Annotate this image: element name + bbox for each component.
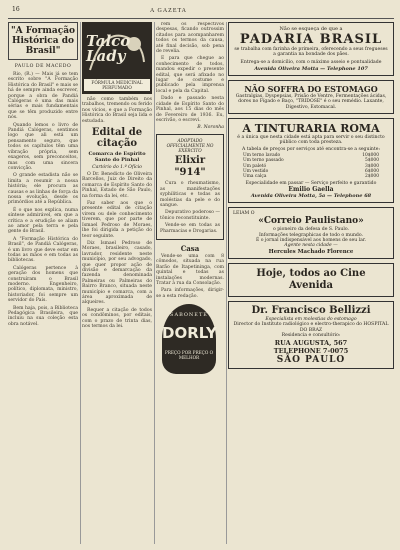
edital-paragraph: Dado e passado nesta cidade de Espírito Santo do Pinhal, aos 15 dias do mês de Fevereiro de 1936. Eu, escrivão, o escrevi.: [156, 96, 224, 123]
elixir-line: Depurativo poderoso — tônico reconstituinte.: [160, 210, 220, 221]
casa-title: Casa: [180, 243, 200, 253]
padaria-title: PADARIA BRASIL: [239, 32, 383, 47]
edital-paragraph: O Dr. Benedicto de Oliveira Barcellos, Juiz de Direito da comarca de Espírito Santo do Pinhal, Estado de São Paulo, na forma da lei, etc.: [82, 172, 152, 199]
article-body: [8, 72, 78, 327]
article-formacao-historica: [8, 22, 78, 544]
padaria-address: Avenida Oliveira Motta — Telephone 107: [254, 65, 368, 72]
price-value: 5$000: [365, 158, 379, 164]
doctor-line: Especialista em molestias do estomago: [265, 316, 357, 322]
column-divider: [226, 22, 227, 544]
elixir-914-ad: [156, 134, 224, 240]
correio-agent: Hercules Machado Florence: [268, 248, 354, 255]
column-4-ads: [228, 22, 394, 544]
doctor-line: Director do Instituto radiológico e electro-therapico do HOSPITAL DO BRAZ: [233, 322, 389, 333]
column-2: [82, 22, 152, 544]
edital-paragraph: rem os respectivos despesas, ficando outrossim citados para acompanharem todos os termos da causa, até final decisão, sob pena de revelia.: [156, 22, 224, 55]
article-paragraph: Calógeras pertence à geração dos homens que construíram o Brasil moderno. Engenheiro, político, diplomata, ministro, historiador, foi sempre um servidor do País.: [8, 265, 78, 304]
talco-lady-ad: [82, 22, 152, 94]
elixir-line: Vende-se em todas as Pharmacias e Drogarias.: [160, 223, 220, 234]
dorly-soap-ad: [156, 304, 224, 378]
cine-title: Hoje, todos ao Cine Avenida: [256, 267, 366, 291]
elixir-line: Cura o rheumatismo, as manifestações syphiliticas e todas as moléstias da pele e do sangue.: [160, 181, 220, 208]
doctor-title: Dr. Francisco Bellizzi: [251, 304, 371, 316]
padaria-pretitle: Não se esqueça de que a: [279, 26, 343, 32]
article-byline: PAULO DE MACEDO: [14, 64, 72, 69]
price-item: Um paletó: [243, 163, 267, 169]
tinturaria-roma-ad: [228, 118, 394, 203]
price-table: [233, 153, 389, 179]
tinturaria-title: A TINTURARIA ROMA: [242, 122, 380, 136]
column-divider: [80, 22, 81, 544]
article-paragraph: não como também nos trabalhos, tremendo ou ferido nos vícios, e que a Formação Histórica do Brasil seja lida e estudada.: [82, 97, 152, 124]
column-divider: [154, 22, 155, 544]
doctor-line: Residencia e consultório:: [281, 333, 341, 339]
header-rule: [8, 18, 394, 19]
casa-body: [156, 254, 224, 299]
tinturaria-owner: Emilio Gaella: [288, 186, 334, 194]
article-paragraph: Rio, (R.) — Mais já se tem escrito sobre "A Formação Histórica do Brasil" e mais se há de sempre ainda escrever, porque a obra de Pandiá Calógeras é uma das mais sérias e mais fundamentais que se têm produzido entre nós.: [8, 72, 78, 121]
price-value: 6$000: [365, 168, 379, 174]
correio-paulistano-ad: [228, 207, 394, 259]
edital-office: Cartório do 1.º Ofício: [92, 165, 142, 171]
estomago-text: Gastralgias, Dyspepsias, Prisão de Ventre, Fermentações ácidas, dores no Fígado e Baço, "TRIDOSE" é o seu remédio. Laxante, Digestivo, Estomacal.: [235, 93, 387, 110]
price-item: Um terno lavado: [243, 153, 281, 159]
estomago-title: NÃO SOFFRA DO ESTOMAGO: [244, 83, 378, 94]
edital-paragraph: Requer a citação de todos os condôminos, por editais, com o prazo de trinta dias, nos termos da lei.: [82, 307, 152, 329]
price-value: 2$000: [365, 174, 379, 180]
edital-paragraph: Diz Ismael Pedroso de Moraes, brasileiro, casado, lavrador, residente neste município, por seu advogado, que quer propor ação de divisão e demarcação da fazenda denominada Palmeiras ou Palmeiras do Bairro Branco, situada neste município e comarca, com a área aproximada de alqueires.: [82, 240, 152, 306]
column-3: [156, 22, 224, 544]
article-paragraph: O grande estadista não se limita a resumir a nossa história; ele procura as causas e as linhas de força da nossa evolução, desde os primórdios até a República.: [8, 173, 78, 206]
price-value: 10$000: [362, 153, 379, 159]
correio-line: o pioneiro da defesa de S. Paulo.: [273, 227, 349, 233]
elixir-pretitle: ADOPTADO OFFICIALMENTE NO EXÉRCITO: [166, 138, 214, 154]
dorly-subtitle: SABONETE: [170, 312, 208, 319]
padaria-text: se trabalha com farinha de primeira, oferecendo a seus fregueses a garantia na bondade dos pães.: [234, 47, 388, 58]
tinturaria-address: Avenida Oliveira Motta, 5a — Telephone 68: [250, 193, 372, 200]
price-item: Um terno passado: [243, 158, 284, 164]
padaria-brasil-ad: [228, 22, 394, 76]
correio-line: É o jornal indispensável aos homens de seu lar.: [255, 238, 367, 244]
article-title: "A Formação Histórica do Brasil": [8, 22, 78, 60]
talco-lady-title: Talco Lady: [86, 32, 131, 65]
padaria-delivery: Entrega-se a domicílio, com o máximo asseio e pontualidade: [240, 59, 382, 65]
correio-line: Informações telegraphicas de todo o mundo.: [258, 232, 363, 238]
correio-title: «Correio Paulistano»: [258, 216, 364, 227]
doctor-city: SÃO PAULO: [276, 354, 346, 365]
article-paragraph: É o que nos explica, numa síntese admirável, em que a crítica e a erudição se aliam ao amor pela terra e pela gente do Brasil.: [8, 207, 78, 235]
price-row: [243, 174, 379, 179]
edital-continuation: [156, 22, 224, 123]
price-value: 3$000: [365, 163, 379, 169]
cine-avenida-ad: [228, 263, 394, 297]
article-continuation: [82, 97, 152, 124]
correio-line: Agente nesta cidade —: [284, 243, 338, 249]
edital-title: Edital de citação: [91, 127, 143, 150]
article-paragraph: Quando lemos o livro de Pandiá Calógeras, sentimos logo que ali está um pensamento seguro, que todos os capítulos têm uma vibração própria, sem exageros, sem preconceitos, mas com uma sincera convicção.: [8, 122, 78, 171]
edital-paragraph: E para que chegue ao conhecimento de todos, mandou expedir o presente edital, que será afixado no lugar de costume e publicado pela imprensa local e pela da Capital.: [156, 56, 224, 94]
tinturaria-text: é a única que nesta cidade está apta para servir o seu distincto público com toda presteza.: [237, 135, 385, 146]
elixir-title: Elixir "914": [174, 155, 206, 179]
doctor-phone: TELEPHONE 7-0075: [273, 346, 349, 355]
edital-paragraph: Faz saber aos que o presente edital de citação virem ou dele conhecimento tiverem, que por parte de Ismael Pedroso de Moraes, lhe foi dirigida a petição do teor seguinte.: [82, 201, 152, 239]
elixir-body: [160, 181, 220, 234]
tridose-ad: [228, 80, 394, 114]
dorly-tagline: PREÇO POR PREÇO O MELHOR: [164, 350, 214, 361]
edital-body: [82, 172, 152, 329]
article-paragraph: A "Formação Histórica do Brasil", de Pandiá Calógeras, é um livro que deve estar em todas as mãos e em todas as bibliotecas.: [8, 236, 78, 264]
page-number: 16: [12, 6, 20, 13]
price-item: Um vestido: [243, 168, 269, 174]
talco-lady-subtitle: FÓRMULA MEDICINAL PERFUMADO: [84, 79, 150, 91]
leiam-label: LEIAM O: [233, 211, 255, 217]
article-paragraph: Bem haja, pois, a Biblioteca Pedagógica Brasileira, que incluiu na sua coleção esta obra notável.: [8, 305, 78, 327]
tinturaria-subtext: A tabela de preços por serviços até encontra-se a seguinte:: [242, 146, 380, 152]
dorly-title: DORLY: [162, 324, 217, 343]
tinturaria-footer: Especialidade em passar — Serviço perfeito e garantido: [245, 181, 377, 187]
casa-paragraph: Para informações, dirigir-se a esta redação.: [156, 288, 224, 299]
edital-signature: B. Noronha: [197, 125, 224, 131]
dr-bellizzi-ad: [228, 301, 394, 369]
doctor-address: RUA AUGUSTA, 567: [274, 338, 348, 347]
casa-paragraph: Vende-se uma com 8 cômodos, situada na rua Barão de Itapetininga, com quintal e todas as instalações modernas. Tratar à rua da Consolação.: [156, 253, 224, 286]
newspaper-masthead: A GAZETA: [150, 8, 188, 14]
price-item: Uma calça: [243, 174, 267, 180]
edital-subtitle: Comarca de Espírito Santo do Pinhal: [88, 151, 146, 164]
